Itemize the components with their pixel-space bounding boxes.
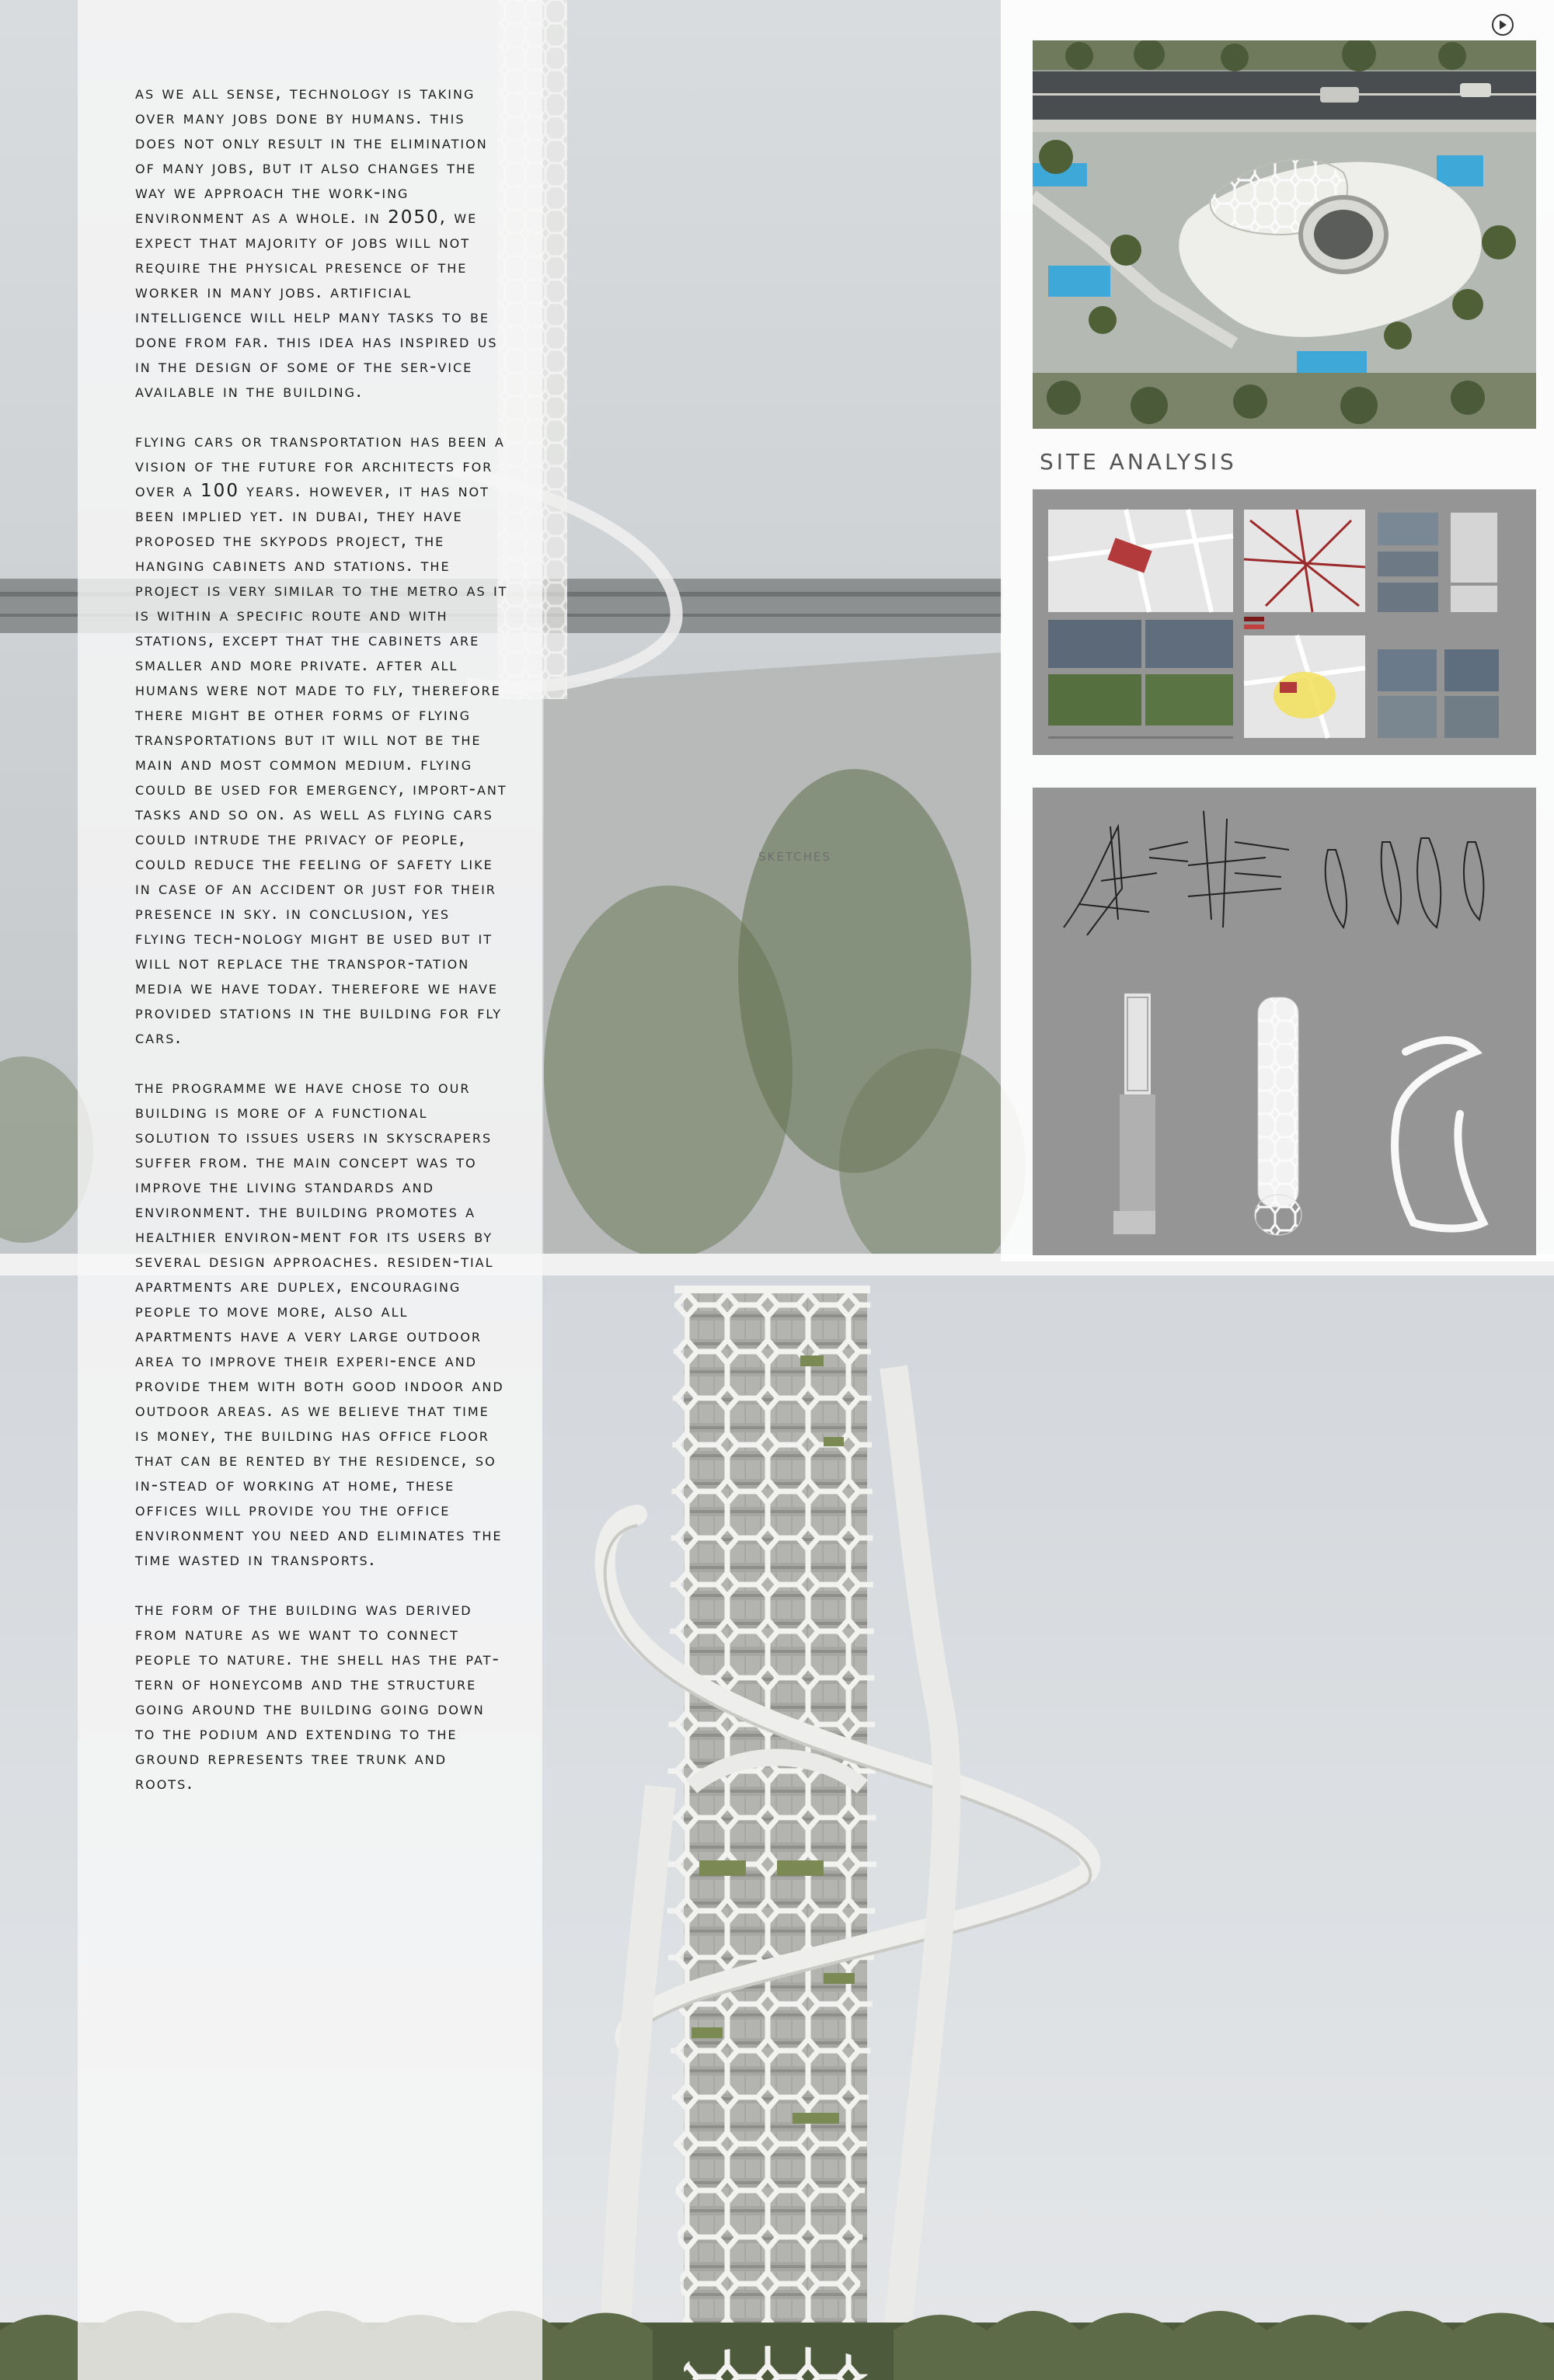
essay-paragraph-2: flying cars or transportation has been a vision of the future for architects for over a 100 years. however, it has not been implied yet. in dubai, they have proposed the skypods project, the hanging cabinets and stations. the project is very similar to the metro as it is within a specific route and with stations, except that the cabinets are smaller and more private. after all humans were not made to fly, therefore there might be other forms of flying transportations but it will not be the main and most common medium. flying could be used for emergency, import-ant tasks and so on. as well as flying cars could intrude the privacy of people, could reduce the feeling of safety like in case of an accident or just for their presence in sky. in conclusion, yes flying tech-nology might be used but it will not replace the transpor-tation media we have today. therefore we have provided stations in the building for fly cars.	[135, 431, 508, 1048]
essay-paragraph-4: the form of the building was derived from nature as we want to connect people to nature. the shell has the pat-tern of honeycomb and the structure going around the building going down to the podium and extending to the ground represents tree trunk and roots.	[135, 1599, 500, 1794]
sketches-label: SKETCHES	[758, 850, 831, 864]
site-analysis-board	[1033, 489, 1536, 755]
site-aerial-render	[1033, 40, 1536, 429]
essay-paragraph-3: the programme we have chose to our building is more of a functional solution to issues users in skyscrapers suffer from. the main concept was to improve the living standards and environment. the building promotes a healthier environ-ment for its users by several design approaches. residen-tial apartments are duplex, encouraging people to move more, also all apartments have a very large outdoor area to improve their experi-ence and provide them with both good indoor and outdoor areas. as we believe that time is money, the building has office floor that can be rented by the residence, so in-stead of working at home, these offices will provide you the office environment you need and eliminates the time wasted in transports.	[135, 1077, 504, 1570]
essay-paragraph-1: as we all sense, technology is taking over many jobs done by humans. this does not only result in the elimination of many jobs, but it also changes the way we approach the work-ing environment as a whole. in 2050, we expect that majority of jobs will not require the physical presence of the worker in many jobs. artificial intelligence will help many tasks to be done from far. this idea has inspired us in the design of some of the ser-vice available in the building.	[135, 83, 498, 402]
site-analysis-title: SITE ANALYSIS	[1040, 449, 1237, 475]
sketches-board	[1033, 788, 1536, 1255]
essay-text	[135, 81, 508, 1821]
play-circle-icon[interactable]	[1492, 14, 1514, 36]
